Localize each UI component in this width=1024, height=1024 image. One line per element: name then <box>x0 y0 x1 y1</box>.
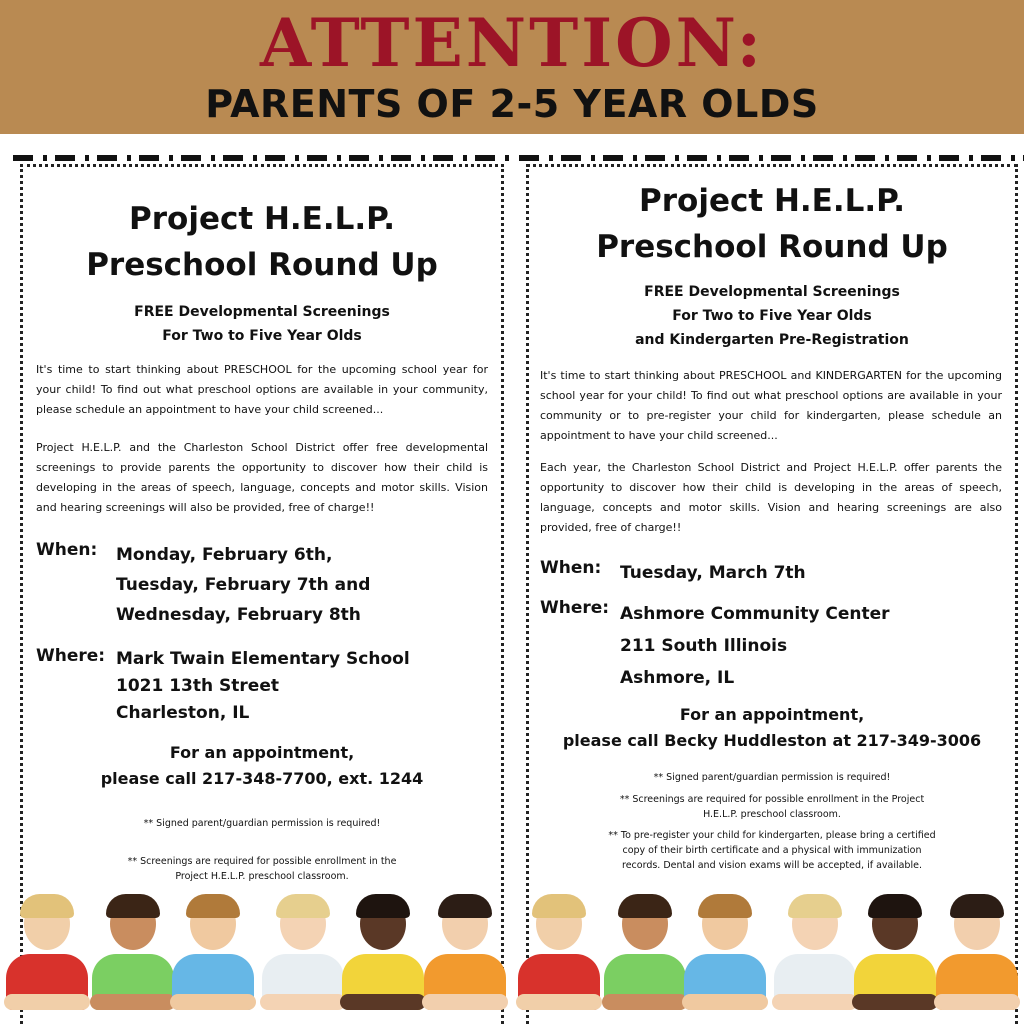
where-section <box>36 646 410 727</box>
kindergarten-note: ** To pre-register your child for kindergarten, please bring a certified copy of their birth certificate and a physical with immunization records. Dental and vision exams will be accepted, if available. <box>608 830 936 871</box>
appointment-line1: For an appointment, <box>169 743 355 762</box>
when-label: When: <box>540 558 602 578</box>
flyer-title-line2: Preschool Round Up <box>596 229 948 265</box>
child-figure <box>774 898 856 1010</box>
child-figure <box>6 898 88 1010</box>
banner-headline: ATTENTION: <box>260 4 764 82</box>
appointment-line1: For an appointment, <box>679 705 865 724</box>
child-figure <box>604 898 686 1010</box>
when-date-1: Tuesday, March 7th <box>620 563 806 583</box>
where-label: Where: <box>540 598 610 618</box>
permission-note: ** Signed parent/guardian permission is required! <box>143 818 381 829</box>
appointment-phone: please call Becky Huddleston at 217-349-3006 <box>562 731 982 750</box>
permission-note: ** Signed parent/guardian permission is required! <box>653 772 891 783</box>
where-venue: Ashmore Community Center <box>620 604 890 624</box>
child-figure <box>518 898 600 1010</box>
details-paragraph: Each year, the Charleston School District and Project H.E.L.P. offer parents the opportunity to discover how their child is developing in the areas of speech, language, concepts and motor skills. Vision and hearing screenings are also provided, free of charge!! <box>540 461 1002 534</box>
enrollment-note: ** Screenings are required for possible enrollment in the Project H.E.L.P. preschool classroom. <box>127 856 397 882</box>
when-date-2: Tuesday, February 7th and <box>116 575 371 595</box>
intro-paragraph: It's time to start thinking about PRESCHOOL for the upcoming school year for your child! To find out what preschool options are available in your community, please schedule an appointment to have your child screened... <box>36 363 488 416</box>
where-section <box>540 598 890 694</box>
child-figure <box>424 898 506 1010</box>
when-section <box>540 558 806 588</box>
flyer-subtitle-line2: For Two to Five Year Olds <box>162 328 362 344</box>
flyer-subtitle-line3: and Kindergarten Pre-Registration <box>635 332 909 348</box>
banner-subheadline: PARENTS OF 2-5 YEAR OLDS <box>205 82 819 126</box>
appointment-phone: please call 217-348-7700, ext. 1244 <box>100 769 424 788</box>
child-figure <box>854 898 936 1010</box>
where-street: 211 South Illinois <box>620 636 788 656</box>
when-date-1: Monday, February 6th, <box>116 545 333 565</box>
flyer-title-line1: Project H.E.L.P. <box>639 183 905 219</box>
where-city: Ashmore, IL <box>620 668 735 688</box>
children-photo-right <box>512 894 1024 1010</box>
when-date-3: Wednesday, February 8th <box>116 605 361 625</box>
where-venue: Mark Twain Elementary School <box>116 649 410 669</box>
flyer-title-line1: Project H.E.L.P. <box>129 201 395 237</box>
where-city: Charleston, IL <box>116 703 250 723</box>
intro-paragraph: It's time to start thinking about PRESCHOOL and KINDERGARTEN for the upcoming school year for your child! To find out what preschool options are available in your community or to pre-register your child for kindergarten, please schedule an appointment to have your child screened... <box>540 369 1002 442</box>
header-banner <box>0 0 1024 134</box>
flyer-subtitle-line1: FREE Developmental Screenings <box>134 304 390 320</box>
flyer-title-line2: Preschool Round Up <box>86 247 438 283</box>
enrollment-note: ** Screenings are required for possible enrollment in the Project H.E.L.P. preschool classroom. <box>619 794 925 820</box>
when-section <box>36 540 370 630</box>
child-figure <box>92 898 174 1010</box>
flyer-subtitle-line1: FREE Developmental Screenings <box>644 284 900 300</box>
child-figure <box>684 898 766 1010</box>
child-figure <box>262 898 344 1010</box>
where-street: 1021 13th Street <box>116 676 279 696</box>
where-label: Where: <box>36 646 106 666</box>
children-photo-left <box>0 894 512 1010</box>
child-figure <box>172 898 254 1010</box>
child-figure <box>342 898 424 1010</box>
child-figure <box>936 898 1018 1010</box>
when-label: When: <box>36 540 98 560</box>
details-paragraph: Project H.E.L.P. and the Charleston School District offer free developmental screenings to provide parents the opportunity to discover how their child is developing in the areas of speech, language, concepts and motor skills. Vision and hearing screenings will also be provided, free of charge!! <box>36 441 488 514</box>
flyer-subtitle-line2: For Two to Five Year Olds <box>672 308 872 324</box>
